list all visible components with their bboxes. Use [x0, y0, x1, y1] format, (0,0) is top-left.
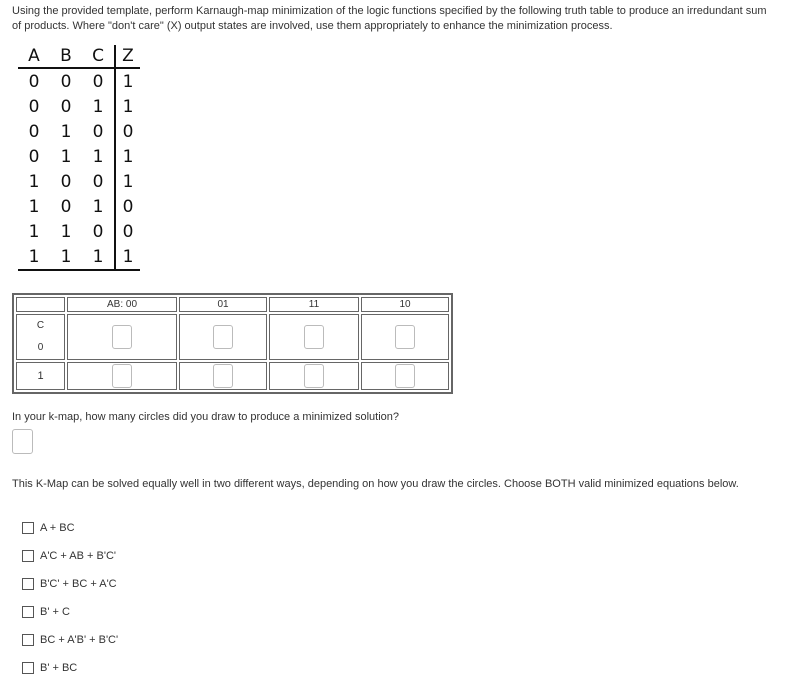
kmap-header-row — [16, 297, 449, 312]
cell-b: 0 — [60, 96, 72, 117]
header-z: Z — [115, 45, 140, 68]
option-checkbox[interactable] — [22, 606, 34, 618]
option-item[interactable] — [22, 598, 118, 626]
kmap-grid — [12, 293, 453, 394]
kmap-cell — [179, 314, 267, 360]
table-row — [18, 68, 140, 94]
kmap-input-10-1[interactable] — [395, 364, 415, 388]
cell-a: 1 — [28, 196, 40, 217]
kmap-col-header-01: 01 — [179, 297, 267, 312]
intro-line-2: of products. Where "don't care" (X) output states are involved, use them appropriately to enhance the minimization process. — [12, 20, 613, 32]
header-b: B — [50, 45, 82, 68]
header-a: A — [18, 45, 50, 68]
option-item[interactable] — [22, 654, 118, 682]
option-item[interactable] — [22, 542, 118, 570]
question-equations: This K-Map can be solved equally well in two different ways, depending on how you draw the circles. Choose BOTH valid minimized equations below. — [12, 478, 739, 490]
table-row — [18, 169, 140, 194]
kmap-row-label-1: 1 — [16, 362, 65, 390]
cell-a: 1 — [18, 244, 50, 270]
kmap-row-value: 0 — [37, 342, 44, 353]
truth-table-header — [18, 45, 140, 68]
problem-statement — [12, 4, 782, 34]
circle-count-input[interactable] — [12, 429, 33, 454]
cell-c: 0 — [92, 171, 104, 192]
option-checkbox[interactable] — [22, 662, 34, 674]
kmap-input-11-1[interactable] — [304, 364, 324, 388]
kmap-row-label-0 — [16, 314, 65, 360]
cell-c: 1 — [92, 96, 104, 117]
cell-a: 1 — [28, 221, 40, 242]
intro-line-1: Using the provided template, perform Karnaugh-map minimization of the logic functions specified by the following truth table to produce an irredundant sum — [12, 5, 767, 17]
cell-z: 1 — [115, 68, 140, 94]
cell-b: 1 — [60, 121, 72, 142]
kmap-corner — [16, 297, 65, 312]
cell-c: 0 — [92, 71, 104, 92]
kmap-col-header-00: AB: 00 — [67, 297, 177, 312]
cell-b: 1 — [60, 221, 72, 242]
table-row — [18, 219, 140, 244]
header-c: C — [82, 45, 115, 68]
kmap-cell — [361, 362, 449, 390]
option-label: A'C + AB + B'C' — [40, 550, 117, 562]
table-row — [18, 194, 140, 219]
cell-z: 1 — [115, 169, 140, 194]
cell-c: 1 — [92, 196, 104, 217]
option-label: BC + A'B' + B'C' — [40, 634, 119, 646]
cell-b: 0 — [60, 171, 72, 192]
kmap-cell — [361, 314, 449, 360]
kmap-input-01-1[interactable] — [213, 364, 233, 388]
option-checkbox[interactable] — [22, 634, 34, 646]
cell-c: 1 — [92, 146, 104, 167]
kmap-cell — [269, 314, 359, 360]
kmap-input-00-0[interactable] — [112, 325, 132, 349]
cell-a: 0 — [28, 71, 40, 92]
cell-b: 0 — [60, 196, 72, 217]
table-row — [18, 144, 140, 169]
option-label: B' + C — [40, 606, 70, 618]
option-checkbox[interactable] — [22, 522, 34, 534]
option-checkbox[interactable] — [22, 578, 34, 590]
cell-c: 0 — [92, 221, 104, 242]
cell-b: 0 — [60, 71, 72, 92]
kmap-row-var: C — [36, 320, 45, 331]
kmap-col-header-10: 10 — [361, 297, 449, 312]
cell-b: 1 — [60, 146, 72, 167]
question-circle-count: In your k-map, how many circles did you draw to produce a minimized solution? — [12, 411, 400, 423]
option-label: B'C' + BC + A'C — [40, 578, 117, 590]
cell-z: 0 — [115, 119, 140, 144]
cell-z: 0 — [115, 194, 140, 219]
cell-a: 0 — [28, 121, 40, 142]
kmap-row-1 — [16, 362, 449, 390]
cell-a: 1 — [28, 171, 40, 192]
kmap-col-header-11: 11 — [269, 297, 359, 312]
cell-c: 0 — [92, 121, 104, 142]
option-item[interactable] — [22, 570, 118, 598]
kmap-input-01-0[interactable] — [213, 325, 233, 349]
table-row — [18, 244, 140, 270]
kmap-cell — [269, 362, 359, 390]
kmap-input-11-0[interactable] — [304, 325, 324, 349]
cell-a: 0 — [28, 146, 40, 167]
kmap-input-00-1[interactable] — [112, 364, 132, 388]
cell-z: 1 — [115, 144, 140, 169]
cell-z: 0 — [115, 219, 140, 244]
cell-z: 1 — [115, 94, 140, 119]
equation-options — [22, 514, 118, 682]
table-row — [18, 119, 140, 144]
kmap-cell — [67, 314, 177, 360]
cell-b: 1 — [50, 244, 82, 270]
option-label: B' + BC — [40, 662, 78, 674]
option-item[interactable] — [22, 514, 118, 542]
truth-table — [18, 45, 140, 271]
option-label: A + BC — [40, 522, 75, 534]
kmap-cell — [67, 362, 177, 390]
cell-a: 0 — [28, 96, 40, 117]
option-item[interactable] — [22, 626, 118, 654]
cell-c: 1 — [82, 244, 115, 270]
kmap-input-10-0[interactable] — [395, 325, 415, 349]
option-checkbox[interactable] — [22, 550, 34, 562]
kmap-cell — [179, 362, 267, 390]
cell-z: 1 — [115, 244, 140, 270]
kmap-row-0 — [16, 314, 449, 360]
table-row — [18, 94, 140, 119]
